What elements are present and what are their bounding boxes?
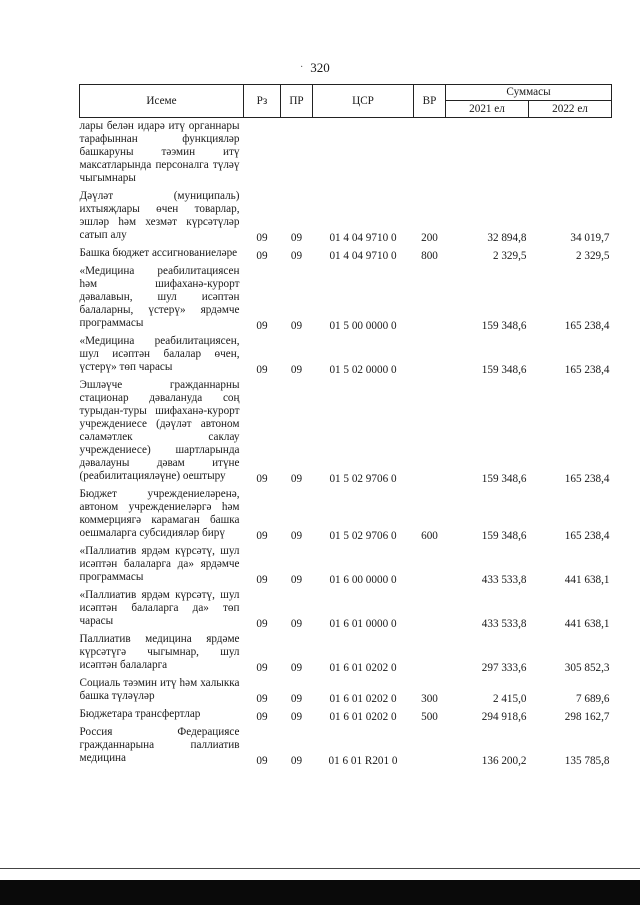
header-year-2022: 2022 ел — [529, 101, 612, 118]
table-row — [80, 377, 612, 486]
row-sum-2022: 165 238,4 — [564, 473, 610, 485]
row-csr: 01 4 04 9710 0 — [329, 250, 397, 262]
page-number: 320 — [310, 60, 330, 75]
table-row — [80, 631, 612, 675]
header-rz: Рз — [244, 85, 281, 118]
row-vr — [414, 118, 446, 189]
row-sum-2021 — [446, 118, 529, 189]
table-row — [80, 587, 612, 631]
row-pr: 09 — [290, 364, 303, 376]
row-name: «Паллиатив ярдәм күрсәтү, шул исәптән балаларга да» ярдәмче программасы — [79, 545, 240, 583]
table-row — [80, 118, 612, 189]
row-vr: 800 — [421, 250, 438, 262]
header-pr: ПР — [281, 85, 313, 118]
row-rz: 09 — [256, 662, 268, 674]
row-pr — [281, 118, 313, 189]
row-pr: 09 — [290, 755, 303, 767]
row-csr: 01 6 01 0000 0 — [329, 618, 397, 630]
row-sum-2021: 294 918,6 — [481, 711, 527, 723]
header-vr: ВР — [414, 85, 446, 118]
header-sums: Суммасы — [446, 85, 612, 101]
table-row — [80, 486, 612, 543]
row-rz: 09 — [256, 618, 268, 630]
row-rz: 09 — [256, 711, 268, 723]
row-csr: 01 6 01 0202 0 — [329, 711, 397, 723]
table-row — [80, 188, 612, 245]
row-pr: 09 — [290, 473, 303, 485]
row-name: «Медицина реабилитациясен, шул исәптән балалар өчен, үстерү» төп чарасы — [79, 335, 240, 373]
row-sum-2021: 32 894,8 — [487, 232, 527, 244]
row-sum-2021: 159 348,6 — [481, 364, 527, 376]
table-body — [80, 118, 612, 769]
row-rz: 09 — [256, 473, 268, 485]
row-sum-2021: 297 333,6 — [481, 662, 527, 674]
table-row — [80, 263, 612, 333]
row-sum-2021: 159 348,6 — [481, 320, 527, 332]
row-rz: 09 — [256, 232, 268, 244]
row-sum-2022: 305 852,3 — [564, 662, 610, 674]
row-sum-2022: 2 329,5 — [575, 250, 610, 262]
row-name: Башка бюджет ассигнованиеләре — [79, 247, 238, 259]
row-rz: 09 — [256, 250, 268, 262]
row-rz: 09 — [256, 574, 268, 586]
row-csr: 01 5 02 9706 0 — [329, 530, 397, 542]
row-vr — [414, 631, 446, 675]
budget-table — [79, 84, 612, 768]
row-name: «Медицина реабилитациясен һәм шифаханә-курорт дәвалавын, шул исәптән балаларны, үстерү» ярдәмче программасы — [79, 265, 240, 329]
row-sum-2021: 2 329,5 — [492, 250, 527, 262]
table-row — [80, 675, 612, 706]
row-sum-2021: 433 533,8 — [481, 574, 527, 586]
row-sum-2021: 2 415,0 — [492, 693, 527, 705]
row-csr: 01 6 01 R201 0 — [328, 755, 398, 767]
row-csr: 01 6 01 0202 0 — [329, 693, 397, 705]
table-row — [80, 543, 612, 587]
row-csr: 01 4 04 9710 0 — [329, 232, 397, 244]
header-year-2021: 2021 ел — [446, 101, 529, 118]
row-pr: 09 — [290, 711, 303, 723]
row-name: Социаль тәэмин итү һәм халыкка башка түләүләр — [79, 677, 240, 702]
row-pr: 09 — [290, 320, 303, 332]
row-vr — [414, 377, 446, 486]
row-csr: 01 6 00 0000 0 — [329, 574, 397, 586]
row-sum-2022: 441 638,1 — [564, 618, 610, 630]
row-csr: 01 5 00 0000 0 — [329, 320, 397, 332]
row-pr: 09 — [290, 530, 303, 542]
row-sum-2021: 433 533,8 — [481, 618, 527, 630]
row-vr: 600 — [421, 530, 438, 542]
row-rz: 09 — [256, 530, 268, 542]
row-sum-2022: 441 638,1 — [564, 574, 610, 586]
row-pr: 09 — [290, 662, 303, 674]
scan-speck: · — [300, 62, 304, 73]
row-csr: 01 5 02 0000 0 — [329, 364, 397, 376]
row-sum-2022: 165 238,4 — [564, 320, 610, 332]
row-pr: 09 — [290, 232, 303, 244]
row-name: Дәүләт (муниципаль) ихтыяҗлары өчен товарлар, эшләр һәм хезмәт күрсәтүләр сатып алу — [79, 190, 240, 241]
row-sum-2022: 298 162,7 — [564, 711, 610, 723]
row-name: Россия Федерациясе гражданнарына паллиатив медицина — [79, 726, 240, 764]
row-name: Паллиатив медицина ярдәме күрсәтүгә чыгымнар, шул исәптән балаларга — [79, 633, 240, 671]
row-sum-2021: 159 348,6 — [481, 473, 527, 485]
row-name: лары белән идарә итү органнары тарафыннан функцияләр башкаруны тәэмин итү максатларында персоналга түләү чыгымнары — [79, 120, 240, 184]
row-pr: 09 — [290, 574, 303, 586]
row-sum-2022: 34 019,7 — [570, 232, 610, 244]
row-rz: 09 — [256, 364, 268, 376]
row-vr: 500 — [421, 711, 438, 723]
row-sum-2022: 165 238,4 — [564, 364, 610, 376]
row-vr — [414, 587, 446, 631]
table-row — [80, 333, 612, 377]
row-pr: 09 — [290, 618, 303, 630]
table-header — [80, 85, 612, 118]
row-vr: 300 — [421, 693, 438, 705]
row-vr — [414, 333, 446, 377]
row-csr: 01 6 01 0202 0 — [329, 662, 397, 674]
row-name: Бюджет учреждениеләренә, автоном учреждениеләргә һәм коммерциягә карамаган башка оешмаларга субсидияләр бирү — [79, 488, 240, 539]
row-vr: 200 — [421, 232, 438, 244]
row-name: «Паллиатив ярдәм күрсәтү, шул исәптән балаларга да» төп чарасы — [79, 589, 240, 627]
row-rz: 09 — [256, 320, 268, 332]
row-rz — [244, 118, 281, 189]
header-name: Исеме — [80, 85, 244, 118]
row-csr — [313, 118, 414, 189]
row-sum-2021: 159 348,6 — [481, 530, 527, 542]
table-row — [80, 724, 612, 768]
table-row — [80, 706, 612, 724]
row-pr: 09 — [290, 250, 303, 262]
row-sum-2022: 135 785,8 — [564, 755, 610, 767]
row-rz: 09 — [256, 693, 268, 705]
row-vr — [414, 543, 446, 587]
scan-edge-line — [0, 868, 640, 869]
row-vr — [414, 724, 446, 768]
row-sum-2022: 165 238,4 — [564, 530, 610, 542]
row-sum-2022: 7 689,6 — [575, 693, 610, 705]
row-sum-2021: 136 200,2 — [481, 755, 527, 767]
row-sum-2022 — [529, 118, 612, 189]
header-csr: ЦСР — [313, 85, 414, 118]
row-name: Бюджетара трансфертлар — [79, 708, 201, 720]
scan-bottom-band — [0, 880, 640, 905]
row-csr: 01 5 02 9706 0 — [329, 473, 397, 485]
row-name: Эшләүче гражданнарны стационар дәвалануда соң турыдан-туры шифаханә-курорт учреждениесе (дәүләт автоном сәламәтлек саклау учреждениесе) шартларында дәвалауны дәвам итүне (реабилитацияләүне) оештыру — [79, 379, 240, 482]
row-vr — [414, 263, 446, 333]
table-row — [80, 245, 612, 263]
row-pr: 09 — [290, 693, 303, 705]
row-rz: 09 — [256, 755, 268, 767]
